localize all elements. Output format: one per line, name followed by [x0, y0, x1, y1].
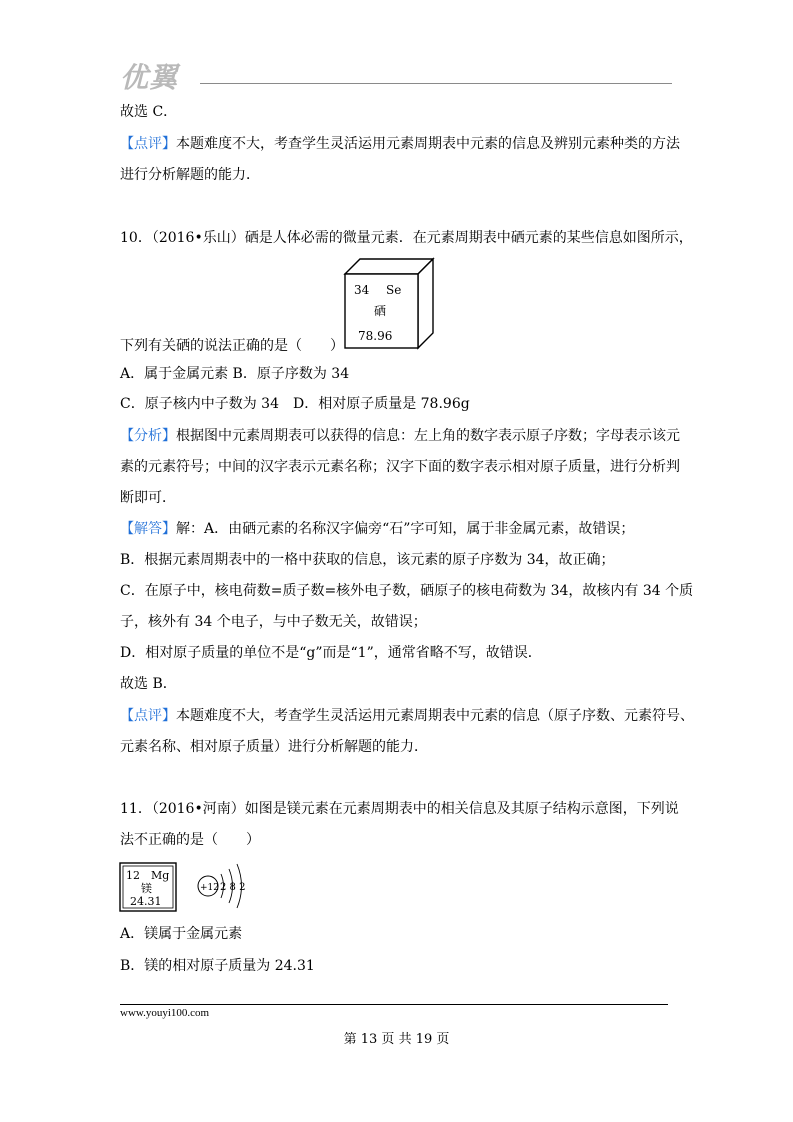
- magnesium-figure: [118, 858, 248, 914]
- mg-nucleus: +12: [200, 883, 219, 893]
- answer-c: 故选 C．: [120, 104, 178, 120]
- se-name: 硒: [374, 304, 387, 318]
- se-symbol: Se: [386, 283, 402, 297]
- footer-rule: [120, 1004, 668, 1005]
- header-rule: [200, 83, 672, 84]
- option-b: B．镁的相对原子质量为 24.31: [120, 958, 315, 974]
- page-number: 第 13 页 共 19 页: [343, 1032, 450, 1047]
- comment-10: [120, 706, 694, 726]
- comment-tag: 【点评】: [120, 136, 176, 152]
- mg-name: 镁: [141, 882, 152, 895]
- mg-number: 12: [126, 869, 140, 882]
- comment-10-cont: 元素名称、相对原子质量）进行分析解题的能力．: [120, 739, 428, 755]
- solution-text: 解：A．由硒元素的名称汉字偏旁“石”字可知，属于非金属元素，故错误；: [176, 521, 635, 537]
- mg-symbol: Mg: [151, 869, 170, 882]
- comment-text: 本题难度不大，考查学生灵活运用元素周期表中元素的信息（原子序数、元素符号、: [176, 708, 694, 724]
- analysis-tag: 【分析】: [120, 428, 176, 444]
- mg-mass: 24.31: [130, 895, 162, 908]
- question-11-stem: 法不正确的是（ ）: [120, 832, 260, 848]
- selenium-cell-figure: [340, 256, 436, 352]
- option-a: A．镁属于金属元素: [120, 926, 243, 942]
- analysis-2: 素的元素符号；中间的汉字表示元素名称；汉字下面的数字表示相对原子质量，进行分析判: [120, 459, 680, 475]
- comment-tag: 【点评】: [120, 708, 176, 724]
- question-11: 11．（2016•河南）如图是镁元素在元素周期表中的相关信息及其原子结构示意图，下列说: [120, 801, 679, 817]
- comment-text: 本题难度不大，考查学生灵活运用元素周期表中元素的信息及辨别元素种类的方法: [176, 136, 680, 152]
- comment-9-cont: 进行分析解题的能力．: [120, 167, 260, 183]
- solution-1: [120, 519, 634, 539]
- solution-5: D．相对原子质量的单位不是“g”而是“1”，通常省略不写，故错误．: [120, 645, 542, 661]
- se-mass: 78.96: [358, 329, 393, 343]
- analysis-1: [120, 426, 680, 446]
- question-10-stem: 下列有关硒的说法正确的是（ ）: [120, 338, 344, 354]
- logo: 优翼: [120, 61, 179, 94]
- footer-url: www.youyi100.com: [120, 1007, 210, 1019]
- analysis-3: 断即可．: [120, 490, 176, 506]
- comment-9: [120, 134, 680, 154]
- question-10: 10．（2016•乐山）硒是人体必需的微量元素．在元素周期表中硒元素的某些信息如图所示，: [120, 230, 693, 246]
- mg-shells: 2 8 2: [220, 882, 246, 893]
- analysis-text: 根据图中元素周期表可以获得的信息：左上角的数字表示原子序数；字母表示该元: [176, 428, 680, 444]
- solution-3: C．在原子中，核电荷数=质子数=核外电子数，硒原子的核电荷数为 34，故核内有 34 个质: [120, 583, 694, 599]
- options-cd: C．原子核内中子数为 34 D．相对原子质量是 78.96g: [120, 396, 470, 412]
- se-number: 34: [354, 283, 370, 297]
- solution-4: 子，核外有 34 个电子，与中子数无关，故错误；: [120, 614, 427, 630]
- solution-tag: 【解答】: [120, 521, 176, 537]
- solution-2: B．根据元素周期表中的一格中获取的信息，该元素的原子序数为 34，故正确；: [120, 552, 615, 568]
- solution-answer: 故选 B．: [120, 676, 177, 692]
- options-ab: A．属于金属元素 B．原子序数为 34: [120, 366, 350, 382]
